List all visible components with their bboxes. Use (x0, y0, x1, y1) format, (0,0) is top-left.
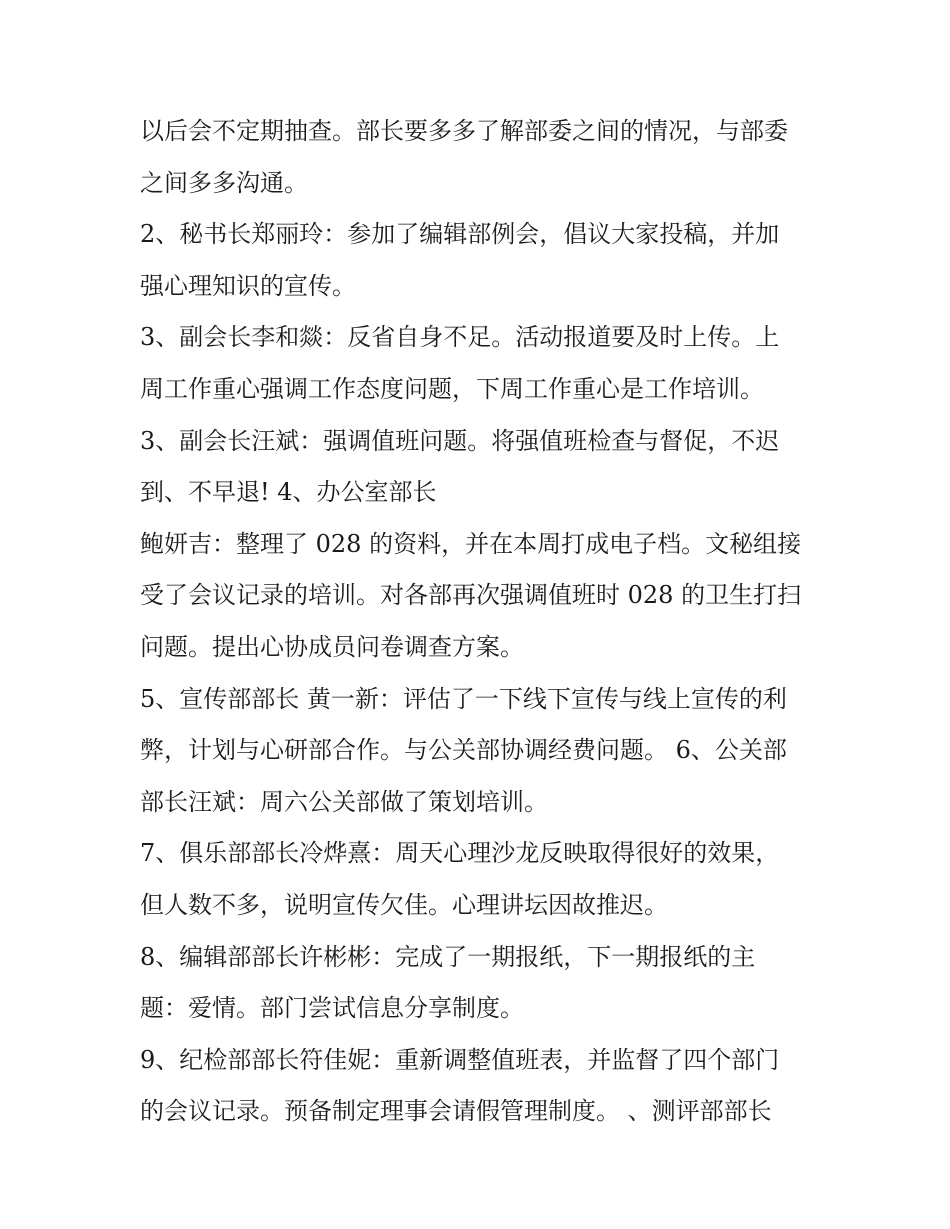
text-line: 强心理知识的宣传。 (140, 271, 356, 300)
text-line: 到、不早退! 4、办公室部长 (140, 478, 437, 507)
text-line: 3、副会长李和燚：反省自身不足。活动报道要及时上传。上 (140, 323, 780, 352)
text-line: 之间多多沟通。 (140, 168, 308, 197)
text-line: 9、纪检部部长符佳妮：重新调整值班表，并监督了四个部门 (140, 1045, 780, 1074)
text-line: 问题。提出心协成员问卷调查方案。 (140, 632, 524, 661)
text-line: 2、秘书长郑丽玲：参加了编辑部例会，倡议大家投稿，并加 (140, 220, 780, 249)
meeting-minutes-body (140, 106, 820, 1138)
text-line: 的会议记录。预备制定理事会请假管理制度。 、测评部部长 (140, 1097, 772, 1126)
text-line: 鲍妍吉：整理了 028 的资料，并在本周打成电子档。文秘组接 (140, 529, 802, 558)
text-line: 弊，计划与心研部合作。与公关部协调经费问题。 6、公关部 (140, 736, 787, 765)
text-line: 部长汪斌：周六公关部做了策划培训。 (140, 787, 548, 816)
text-line: 5、宣传部部长 黄一新：评估了一下线下宣传与线上宣传的利 (140, 684, 787, 713)
text-line: 3、副会长汪斌：强调值班问题。将强值班检查与督促，不迟 (140, 426, 780, 455)
text-line: 周工作重心强调工作态度问题，下周工作重心是工作培训。 (140, 374, 764, 403)
text-line: 但人数不多，说明宣传欠佳。心理讲坛因故推迟。 (140, 890, 668, 919)
text-line: 8、编辑部部长许彬彬：完成了一期报纸，下一期报纸的主 (140, 942, 756, 971)
text-line: 题：爱情。部门尝试信息分享制度。 (140, 994, 524, 1023)
text-line: 7、俱乐部部长冷烨熹：周天心理沙龙反映取得很好的效果， (140, 839, 780, 868)
text-line: 以后会不定期抽查。部长要多多了解部委之间的情况，与部委 (140, 117, 788, 145)
text-line: 受了会议记录的培训。对各部再次强调值班时 028 的卫生打扫 (140, 581, 802, 610)
